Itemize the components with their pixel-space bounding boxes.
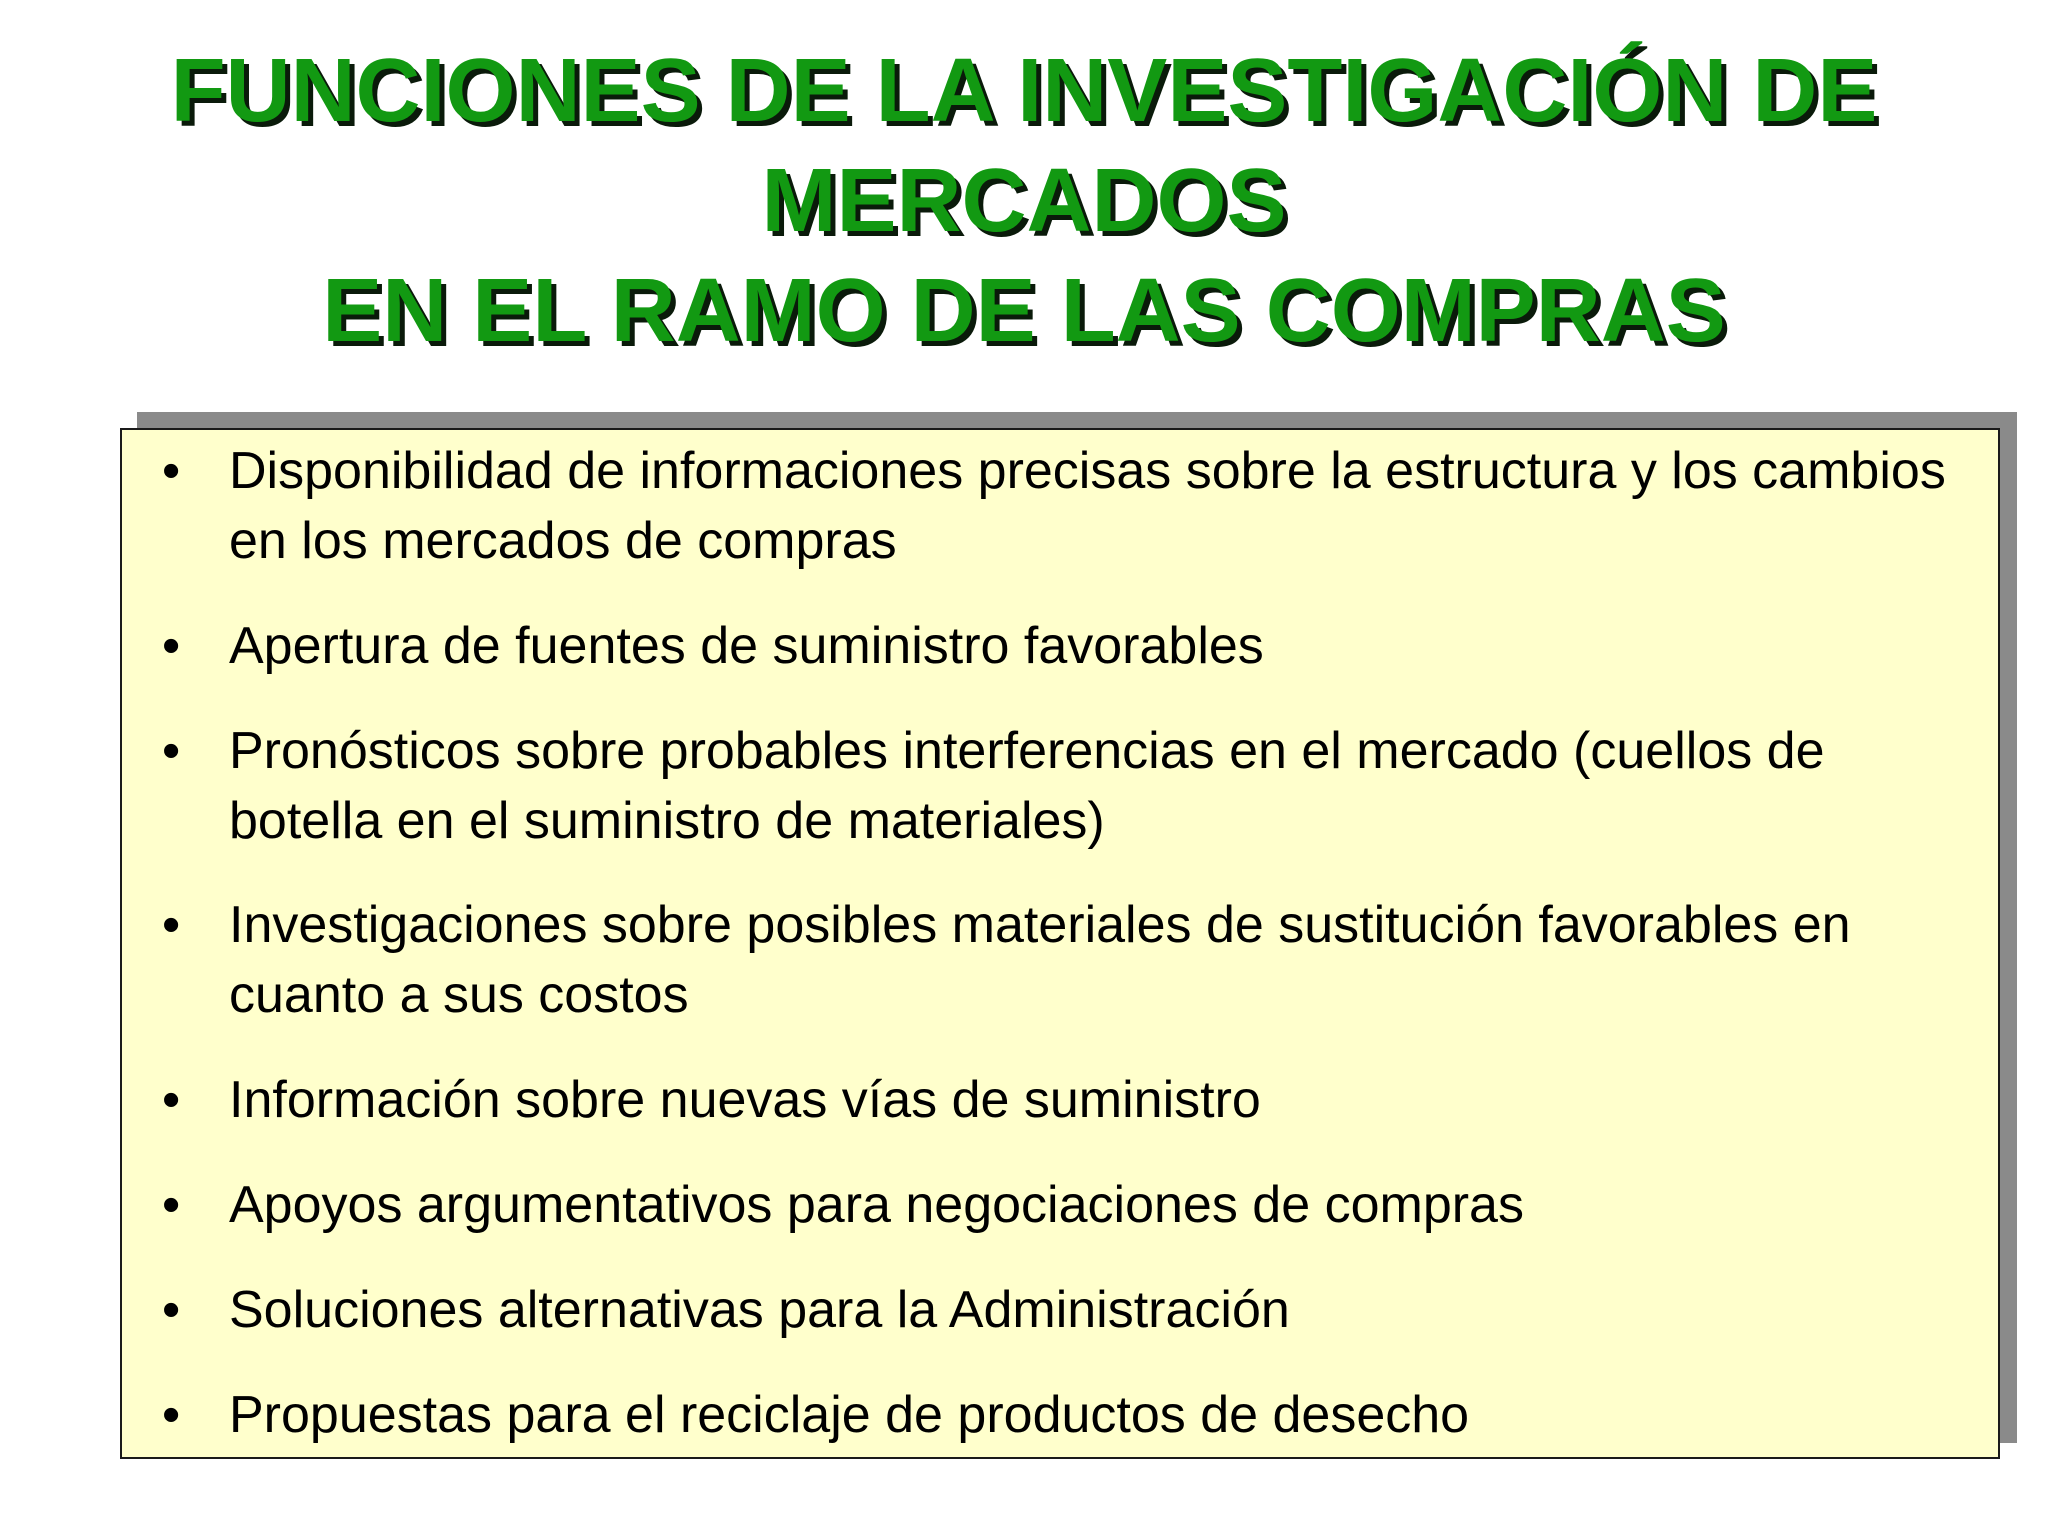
- bullet-text: Soluciones alternativas para la Administración: [229, 1281, 1290, 1339]
- bullet-icon: •: [162, 896, 181, 954]
- bullet-icon: •: [162, 1176, 181, 1234]
- bullet-icon: •: [162, 1386, 181, 1444]
- content-box: [120, 428, 2000, 1459]
- title-line-3: EN EL RAMO DE LAS COMPRAS: [322, 261, 1726, 361]
- bullet-text: Información sobre nuevas vías de suministro: [229, 1071, 1261, 1129]
- bullet-text: Propuestas para el reciclaje de productos de desecho: [229, 1386, 1470, 1444]
- bullet-text: Investigaciones sobre posibles materiales de sustitución favorables en cuanto a sus costos: [229, 896, 1851, 1024]
- bullet-text: Apoyos argumentativos para negociaciones de compras: [229, 1176, 1524, 1234]
- bullet-text: Pronósticos sobre probables interferencias en el mercado (cuellos de botella en el suministro de materiales): [229, 722, 1825, 850]
- slide-title: [0, 36, 2048, 366]
- title-line-2: MERCADOS: [761, 151, 1287, 251]
- title-line-1: FUNCIONES DE LA INVESTIGACIÓN DE: [170, 41, 1878, 141]
- bullet-icon: •: [162, 617, 181, 675]
- bullet-text: Apertura de fuentes de suministro favorables: [229, 617, 1264, 675]
- bullet-icon: •: [162, 442, 181, 500]
- bullet-icon: •: [162, 1281, 181, 1339]
- bullet-text: Disponibilidad de informaciones precisas sobre la estructura y los cambios en los mercados de compras: [229, 442, 1946, 570]
- bullet-icon: •: [162, 1071, 181, 1129]
- bullet-icon: •: [162, 722, 181, 780]
